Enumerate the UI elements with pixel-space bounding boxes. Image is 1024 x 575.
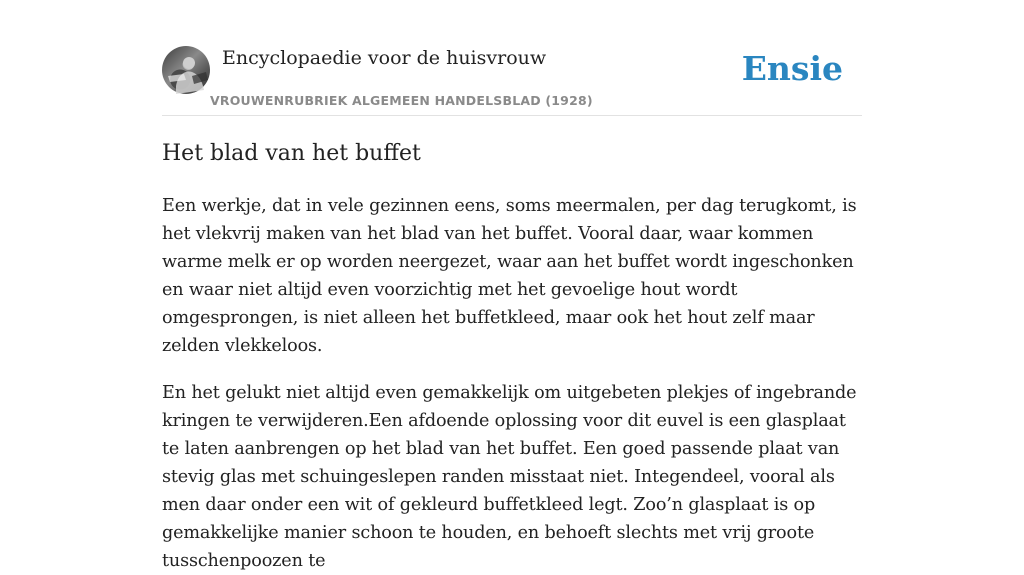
header-divider	[162, 115, 862, 116]
article-paragraph: En het gelukt niet altijd even gemakkelijk om uitgebeten plekjes of ingebrande kringen te verwijderen.Een afdoende oplossing voor dit euvel is een glasplaat te laten aanbrengen op het blad van het buffet. Een goed passende plaat van stevig glas met schuingeslepen randen misstaat niet. Integendeel, vooral als men daar onder een wit of gekleurd buffetkleed legt. Zoo’n glasplaat is op gemakkelijke manier schoon te houden, en behoeft slechts met vrij groote tusschenpoozen te	[162, 383, 857, 571]
article-paragraph: Een werkje, dat in vele gezinnen eens, soms meermalen, per dag terugkomt, is het vlekvrij maken van het blad van het buffet. Vooral daar, waar kommen warme melk er op worden neergezet, waar aan het buffet wordt ingeschonken en waar niet altijd even voorzichtig met het gevoelige hout wordt omgesprongen, is niet alleen het buffetkleed, maar ook het hout zelf maar zelden vlekkeloos.	[162, 196, 857, 356]
header	[162, 46, 862, 116]
article-title: Het blad van het buffet	[162, 141, 421, 166]
site-name[interactable]: Encyclopaedie voor de huisvrouw	[222, 47, 547, 69]
brand-logo[interactable]: Ensie	[741, 49, 843, 88]
avatar[interactable]	[162, 46, 210, 94]
author-photo-icon	[162, 46, 210, 94]
article	[162, 138, 864, 575]
site-subtitle: VROUWENRUBRIEK ALGEMEEN HANDELSBLAD (1928)	[210, 93, 593, 108]
